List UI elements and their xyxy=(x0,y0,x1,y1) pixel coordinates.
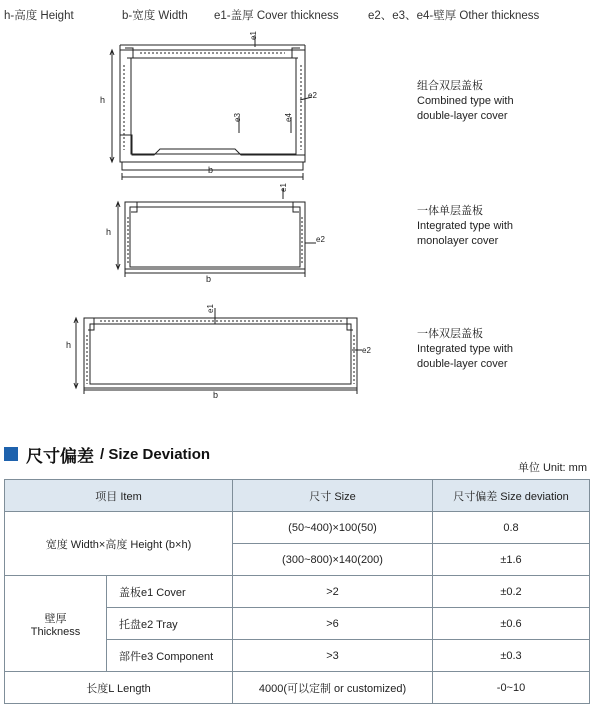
legend-width: b-宽度 Width xyxy=(122,10,188,22)
size-deviation-table xyxy=(4,479,590,704)
cell-deviation: ±0.2 xyxy=(433,576,590,608)
figure-combined-double-layer xyxy=(0,25,410,180)
row-label-length: 长度L Length xyxy=(5,672,233,704)
figure-integrated-double-layer xyxy=(0,300,410,405)
figure-1-en2: double-layer cover xyxy=(417,110,508,122)
figure-3-caption xyxy=(417,327,513,372)
cell-item: 部件e3 Component xyxy=(107,640,233,672)
table-row xyxy=(5,512,590,544)
dim-e4-label: e4 xyxy=(283,113,293,122)
figure-3-zh: 一体双层盖板 xyxy=(417,328,483,340)
cell-size: (300~800)×140(200) xyxy=(233,544,433,576)
figure-integrated-monolayer xyxy=(0,177,410,287)
dim-e2-label-2: e2 xyxy=(316,235,325,244)
cell-size: >6 xyxy=(233,608,433,640)
dim-e3-label: e3 xyxy=(232,113,242,122)
header-item: 项目 Item xyxy=(5,480,233,512)
dim-b-label-2: b xyxy=(206,274,212,284)
legend-height: h-高度 Height xyxy=(4,10,74,22)
row-label-width-height: 宽度 Width×高度 Height (b×h) xyxy=(5,512,233,576)
dim-e2-label: e2 xyxy=(308,91,317,100)
table-row xyxy=(5,576,590,608)
figure-2-en1: Integrated type with xyxy=(417,220,514,232)
table-row xyxy=(5,672,590,704)
thickness-label-zh: 壁厚 xyxy=(44,612,67,625)
table-header-row xyxy=(5,480,590,512)
row-label-thickness xyxy=(5,576,107,672)
figure-2-en2: monolayer cover xyxy=(417,235,499,247)
dim-b-label-3: b xyxy=(213,390,219,400)
cell-deviation: 0.8 xyxy=(433,512,590,544)
cable-tray-diagram-2 xyxy=(0,177,410,287)
section-marker xyxy=(4,447,18,461)
figure-1-zh: 组合双层盖板 xyxy=(417,80,483,92)
figure-3-en2: double-layer cover xyxy=(417,358,508,370)
dim-b-label: b xyxy=(208,165,214,175)
cable-tray-diagram-1 xyxy=(0,25,410,180)
cell-item: 托盘e2 Tray xyxy=(107,608,233,640)
figure-1-caption xyxy=(417,79,514,124)
cell-deviation: ±1.6 xyxy=(433,544,590,576)
cell-deviation: ±0.6 xyxy=(433,608,590,640)
cell-size: >3 xyxy=(233,640,433,672)
unit-note: 单位 Unit: mm xyxy=(517,462,587,474)
legend-other-thickness: e2、e3、e4-壁厚 Other thickness xyxy=(368,10,540,22)
dim-h-label-3: h xyxy=(66,340,72,350)
section-title-en: / Size Deviation xyxy=(100,445,211,463)
cell-deviation: -0~10 xyxy=(433,672,590,704)
dim-h-label: h xyxy=(100,95,106,105)
thickness-label-en: Thickness xyxy=(30,625,81,638)
header-deviation: 尺寸偏差 Size deviation xyxy=(433,480,590,512)
figure-2-zh: 一体单层盖板 xyxy=(417,205,483,217)
cell-deviation: ±0.3 xyxy=(433,640,590,672)
dim-e1-label-2: e1 xyxy=(278,183,288,192)
dim-e2-label-3: e2 xyxy=(362,346,371,355)
section-heading xyxy=(4,443,210,465)
section-title-zh: 尺寸偏差 xyxy=(26,446,94,466)
legend-cover-thickness: e1-盖厚 Cover thickness xyxy=(214,10,339,22)
cell-size: (50~400)×100(50) xyxy=(233,512,433,544)
cable-tray-diagram-3 xyxy=(0,300,410,405)
figure-3-en1: Integrated type with xyxy=(417,343,514,355)
figure-1-en1: Combined type with xyxy=(417,95,514,107)
cell-item: 盖板e1 Cover xyxy=(107,576,233,608)
header-size: 尺寸 Size xyxy=(233,480,433,512)
cell-size: >2 xyxy=(233,576,433,608)
cell-size: 4000(可以定制 or customized) xyxy=(233,672,433,704)
dim-e1-label: e1 xyxy=(248,31,258,40)
figure-2-caption xyxy=(417,204,513,249)
dim-h-label-2: h xyxy=(106,227,112,237)
dim-e1-label-3: e1 xyxy=(205,304,215,313)
